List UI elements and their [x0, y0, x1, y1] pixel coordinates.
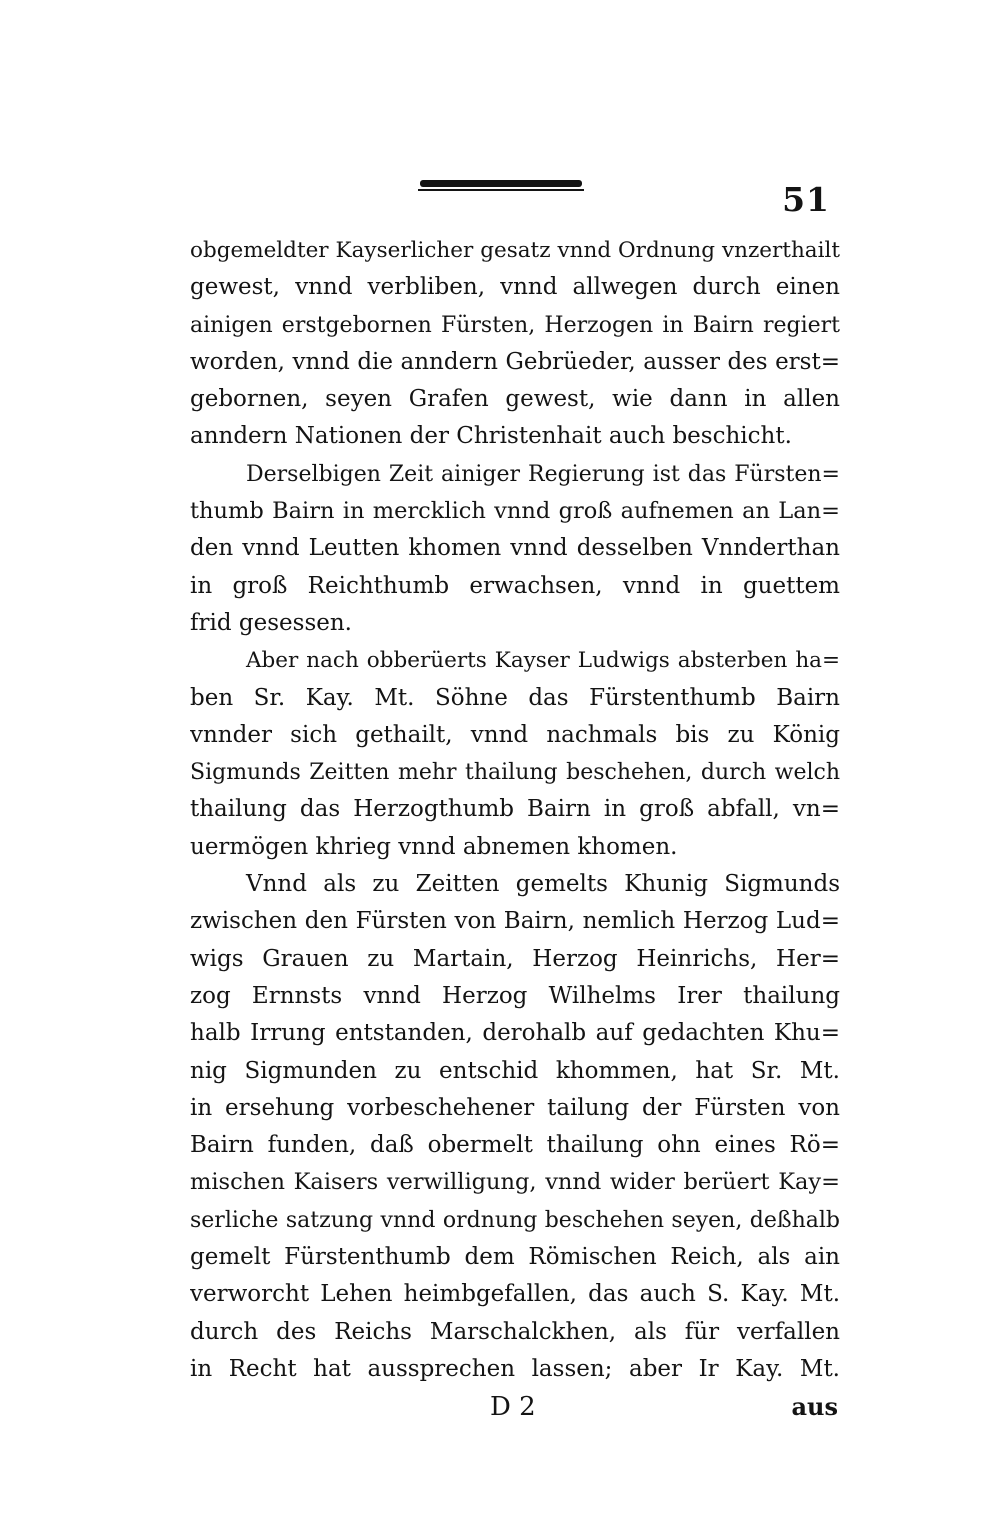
- text-line: in groß Reichthumb erwachsen, vnnd in guettem: [190, 572, 840, 599]
- text-line: zwischen den Fürsten von Bairn, nemlich Herzog Lud=: [190, 908, 840, 935]
- paragraph-1: [190, 232, 840, 456]
- text-line: verworcht Lehen heimbgefallen, das auch S. Kay. Mt.: [190, 1281, 840, 1308]
- text-line: thailung das Herzogthumb Bairn in groß abfall, vn=: [190, 796, 840, 823]
- text-line: halb Irrung entstanden, derohalb auf gedachten Khu=: [190, 1020, 840, 1047]
- text-line: in ersehung vorbeschehener tailung der Fürsten von: [190, 1094, 840, 1121]
- page-number: 51: [782, 180, 830, 219]
- paragraph-2: [190, 456, 840, 642]
- paragraph-4: [190, 866, 840, 1388]
- text-line: vnnder sich gethailt, vnnd nachmals bis zu König: [190, 721, 840, 748]
- text-line: gewest, vnnd verbliben, vnnd allwegen durch einen: [190, 274, 840, 301]
- text-line: serliche satzung vnnd ordnung beschehen seyen, deßhalb: [190, 1207, 840, 1233]
- header-rule-thin: [418, 189, 584, 191]
- text-line: gebornen, seyen Grafen gewest, wie dann in allen: [190, 386, 840, 413]
- text-line: Derselbigen Zeit ainiger Regierung ist das Fürsten=: [246, 461, 840, 487]
- text-line: Aber nach obberüerts Kayser Ludwigs absterben ha=: [246, 648, 840, 674]
- text-line: wigs Grauen zu Martain, Herzog Heinrichs, Her=: [190, 945, 840, 972]
- text-line: uermögen khrieg vnnd abnemen khomen.: [190, 833, 678, 860]
- text-line: gemelt Fürstenthumb dem Römischen Reich, als ain: [190, 1244, 840, 1271]
- text-line: zog Ernnsts vnnd Herzog Wilhelms Irer thailung: [190, 982, 840, 1009]
- text-line: thumb Bairn in mercklich vnnd groß aufnemen an Lan=: [190, 498, 840, 525]
- text-line: Bairn funden, daß obermelt thailung ohn eines Rö=: [190, 1132, 840, 1159]
- paragraph-3: [190, 642, 840, 866]
- text-line: obgemeldter Kayserlicher gesatz vnnd Ordnung vnzerthailt: [190, 238, 840, 263]
- signature-mark: D 2: [490, 1392, 536, 1422]
- header-ornament-rule: [418, 180, 584, 191]
- catchword: aus: [791, 1392, 838, 1421]
- body-text: [190, 232, 840, 1388]
- text-line: Vnnd als zu Zeitten gemelts Khunig Sigmunds: [246, 871, 840, 898]
- text-line: den vnnd Leutten khomen vnnd desselben Vnnderthan: [190, 535, 840, 562]
- text-line: ainigen erstgebornen Fürsten, Herzogen in Bairn regiert: [190, 312, 840, 338]
- text-line: ben Sr. Kay. Mt. Söhne das Fürstenthumb Bairn: [190, 684, 840, 711]
- text-line: durch des Reichs Marschalckhen, als für verfallen: [190, 1318, 840, 1345]
- text-line: Sigmunds Zeitten mehr thailung beschehen, durch welch: [190, 760, 840, 786]
- text-line: mischen Kaisers verwilligung, vnnd wider berüert Kay=: [190, 1169, 840, 1196]
- text-line: nig Sigmunden zu entschid khommen, hat Sr. Mt.: [190, 1057, 840, 1084]
- text-line: in Recht hat aussprechen lassen; aber Ir Kay. Mt.: [190, 1355, 840, 1382]
- header-rule-thick: [420, 180, 582, 187]
- text-line: worden, vnnd die anndern Gebrüeder, ausser des erst=: [190, 348, 840, 375]
- text-line: anndern Nationen der Christenhait auch beschicht.: [190, 423, 792, 450]
- text-line: frid gesessen.: [190, 609, 352, 636]
